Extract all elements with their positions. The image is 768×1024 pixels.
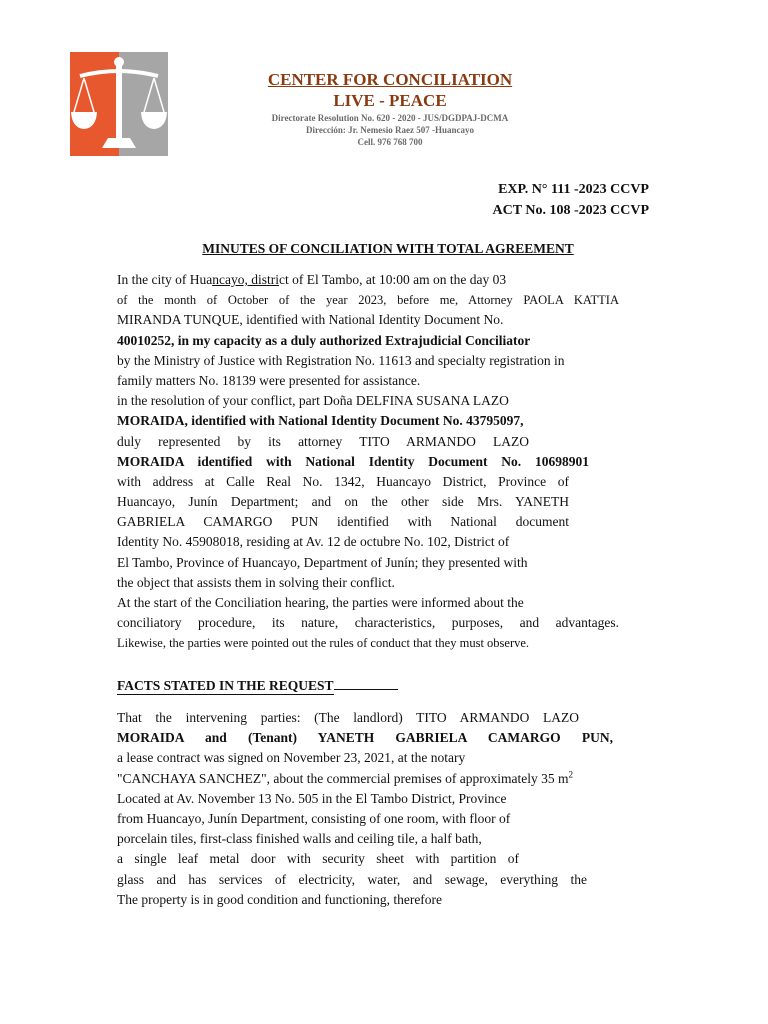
intro-line: MORAIDA, identified with National Identity Document No. 43795097,: [117, 413, 524, 429]
intro-line: GABRIELA CAMARGO PUN identified with National document: [117, 514, 569, 530]
facts-paragraph: [117, 708, 619, 910]
intro-line: duly represented by its attorney TITO ARMANDO LAZO: [117, 433, 529, 449]
letterhead-subtitle: LIVE - PEACE: [333, 91, 447, 110]
document-title: MINUTES OF CONCILIATION WITH TOTAL AGREEMENT: [202, 241, 574, 256]
facts-line: Located at Av. November 13 No. 505 in the El Tambo District, Province: [117, 790, 507, 806]
case-references: [493, 180, 649, 221]
facts-line: The property is in good condition and functioning, therefore: [117, 891, 443, 907]
intro-line: of the month of October of the year 2023, before me, Attorney PAOLA KATTIA: [117, 293, 619, 308]
facts-line-text: "CANCHAYA SANCHEZ", about the commercial premises of approximately 35 m: [117, 770, 569, 786]
intro-line: 40010252, in my capacity as a duly authorized Extrajudicial Conciliator: [117, 332, 531, 348]
facts-line: porcelain tiles, first-class finished walls and ceiling tile, a half bath,: [117, 831, 482, 847]
scales-of-justice-logo: [70, 52, 168, 156]
exp-number: EXP. N° 111 -2023 CCVP: [498, 182, 649, 197]
intro-line: MIRANDA TUNQUE, identified with National Identity Document No.: [117, 312, 504, 328]
facts-heading-text: FACTS STATED IN THE REQUEST: [117, 678, 334, 693]
act-number: ACT No. 108 -2023 CCVP: [492, 202, 649, 218]
facts-line: MORAIDA and (Tenant) YANETH GABRIELA CAMARGO PUN,: [117, 730, 613, 746]
superscript: 2: [568, 769, 573, 780]
heading-underline: [334, 678, 398, 690]
facts-line: a single leaf metal door with security sheet with partition of: [117, 851, 519, 867]
scales-icon: [70, 52, 168, 156]
intro-line: family matters No. 18139 were presented for assistance.: [117, 372, 421, 388]
intro-line: MORAIDA identified with National Identity Document No. 10698901: [117, 453, 589, 469]
facts-line: [117, 769, 619, 789]
intro-line-end: ct of El Tambo, at 10:00 am on the day 03: [278, 272, 507, 287]
intro-paragraph: [117, 270, 619, 654]
intro-line: Identity No. 45908018, residing at Av. 12 de octubre No. 102, District of: [117, 534, 510, 550]
intro-line: Huancayo, Junín Department; and on the other side Mrs. YANETH: [117, 494, 569, 510]
letterhead-address: Dirección: Jr. Nemesio Raez 507 -Huancayo: [306, 125, 474, 135]
letterhead-phone: Cell. 976 768 700: [357, 137, 423, 147]
letterhead: [170, 70, 610, 148]
facts-heading: [117, 676, 398, 696]
intro-line-start: In the city of Hua: [117, 272, 213, 287]
intro-line: [117, 270, 619, 290]
intro-line: Likewise, the parties were pointed out the rules of conduct that they must observe.: [117, 636, 530, 651]
intro-line: At the start of the Conciliation hearing, the parties were informed about the: [117, 595, 524, 610]
letterhead-title: CENTER FOR CONCILIATION: [267, 70, 513, 89]
facts-line: a lease contract was signed on November 23, 2021, at the notary: [117, 750, 466, 766]
intro-line: in the resolution of your conflict, part Doña DELFINA SUSANA LAZO: [117, 393, 509, 409]
intro-line: the object that assists them in solving their conflict.: [117, 574, 395, 590]
facts-line: glass and has services of electricity, water, and sewage, everything the: [117, 871, 587, 887]
letterhead-resolution: Directorate Resolution No. 620 - 2020 - JUS/DGDPAJ-DCMA: [271, 113, 509, 123]
facts-line: from Huancayo, Junín Department, consisting of one room, with floor of: [117, 810, 511, 826]
intro-line: with address at Calle Real No. 1342, Huancayo District, Province of: [117, 473, 569, 489]
intro-line: El Tambo, Province of Huancayo, Department of Junín; they presented with: [117, 554, 528, 570]
facts-line: That the intervening parties: (The landlord) TITO ARMANDO LAZO: [117, 710, 579, 725]
intro-line: conciliatory procedure, its nature, characteristics, purposes, and advantages.: [117, 615, 619, 631]
intro-line-underlined: ncayo, distri: [212, 272, 279, 287]
intro-line: by the Ministry of Justice with Registration No. 11613 and specialty registration in: [117, 352, 565, 368]
